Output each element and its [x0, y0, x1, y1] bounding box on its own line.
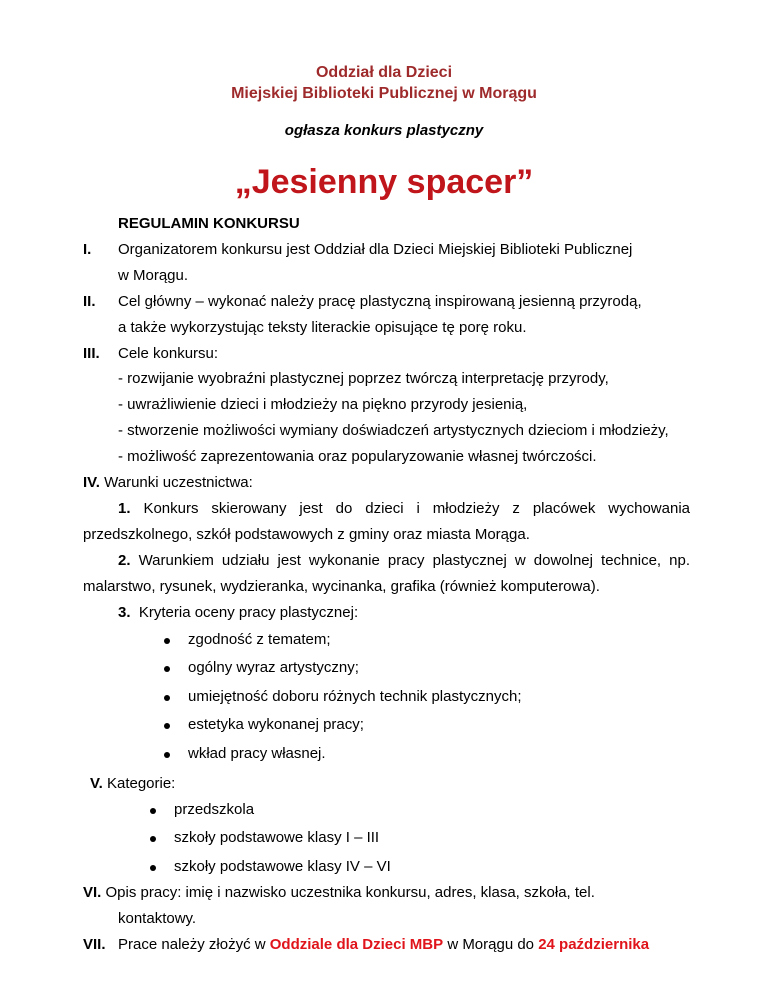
- condition-text: Kryteria oceny pracy plastycznej:: [138, 604, 359, 621]
- condition-text: Warunkiem udziału jest wykonanie pracy plastycznej w dowolnej technice, np.: [138, 552, 690, 569]
- condition-1-line1: [118, 500, 690, 518]
- goal-item: - możliwość zaprezentowania oraz popularyzowanie własnej twórczości.: [118, 448, 597, 465]
- section-heading: [90, 775, 175, 793]
- condition-2-line1: [118, 552, 690, 570]
- criterion-item: estetyka wykonanej pracy;: [188, 716, 364, 733]
- goal-item: - stworzenie możliwości wymiany doświadczeń artystycznych dzieciom i młodzieży,: [118, 422, 669, 439]
- criterion-item: ogólny wyraz artystyczny;: [188, 659, 359, 676]
- category-item: przedszkola: [174, 801, 255, 818]
- highlight-place: Oddziale dla Dzieci MBP: [269, 936, 444, 953]
- section-text: kontaktowy.: [118, 910, 197, 927]
- section-heading: [83, 884, 595, 902]
- item-number: 1.: [118, 500, 131, 517]
- section-label: Cele konkursu:: [118, 345, 219, 362]
- bullet-icon: [150, 836, 156, 842]
- section-text: Prace należy złożyć w: [118, 936, 266, 953]
- section-number: VII.: [83, 936, 106, 953]
- section-number: V.: [90, 775, 103, 792]
- section-number: IV.: [83, 474, 100, 491]
- item-number: 2.: [118, 552, 131, 569]
- section-number: II.: [83, 293, 96, 310]
- org-name-line2: Miejskiej Biblioteki Publicznej w Morągu: [231, 85, 537, 102]
- section-number: I.: [83, 241, 92, 258]
- section-label: Warunki uczestnictwa:: [104, 474, 253, 491]
- bullet-icon: [150, 865, 156, 871]
- org-name-line1: Oddział dla Dzieci: [315, 64, 453, 81]
- rules-heading: REGULAMIN KONKURSU: [118, 215, 300, 232]
- bullet-icon: [164, 723, 170, 729]
- contest-title: „Jesienny spacer”: [234, 163, 534, 201]
- section-number: VI.: [83, 884, 102, 901]
- section-text: Organizatorem konkursu jest Oddział dla Dzieci Miejskiej Biblioteki Publicznej: [118, 241, 633, 258]
- section-text: Opis pracy: imię i nazwisko uczestnika konkursu, adres, klasa, szkoła, tel.: [105, 884, 595, 901]
- section-label: Kategorie:: [106, 775, 176, 792]
- criterion-item: umiejętność doboru różnych technik plastycznych;: [188, 688, 522, 705]
- condition-text: Konkurs skierowany jest do dzieci i młodzieży z placówek wychowania: [143, 500, 691, 517]
- section-text: w Morągu.: [118, 267, 189, 284]
- bullet-icon: [164, 695, 170, 701]
- condition-3: [118, 604, 358, 622]
- item-number: 3.: [118, 604, 131, 621]
- category-item: szkoły podstawowe klasy IV – VI: [174, 858, 391, 875]
- criterion-item: wkład pracy własnej.: [188, 745, 326, 762]
- section-heading: [83, 936, 649, 954]
- condition-2-line2: malarstwo, rysunek, wydzieranka, wycinanka, grafika (również komputerowa).: [83, 578, 600, 595]
- bullet-icon: [150, 808, 156, 814]
- bullet-icon: [164, 752, 170, 758]
- goal-item: - uwrażliwienie dzieci i młodzieży na piękno przyrody jesienią,: [118, 396, 528, 413]
- highlight-date: 24 października: [538, 936, 650, 953]
- section-heading: [83, 474, 253, 492]
- bullet-icon: [164, 666, 170, 672]
- section-text: w Morągu do: [447, 936, 535, 953]
- criterion-item: zgodność z tematem;: [188, 631, 331, 648]
- section-text: a także wykorzystując teksty literackie opisujące tę porę roku.: [118, 319, 527, 336]
- section-number: III.: [83, 345, 100, 362]
- category-item: szkoły podstawowe klasy I – III: [174, 829, 380, 846]
- condition-1-line2: przedszkolnego, szkół podstawowych z gminy oraz miasta Morąga.: [83, 526, 530, 543]
- bullet-icon: [164, 638, 170, 644]
- goal-item: - rozwijanie wyobraźni plastycznej poprzez twórczą interpretację przyrody,: [118, 370, 609, 387]
- announcement: ogłasza konkurs plastyczny: [284, 122, 484, 139]
- section-text: Cel główny – wykonać należy pracę plastyczną inspirowaną jesienną przyrodą,: [118, 293, 642, 310]
